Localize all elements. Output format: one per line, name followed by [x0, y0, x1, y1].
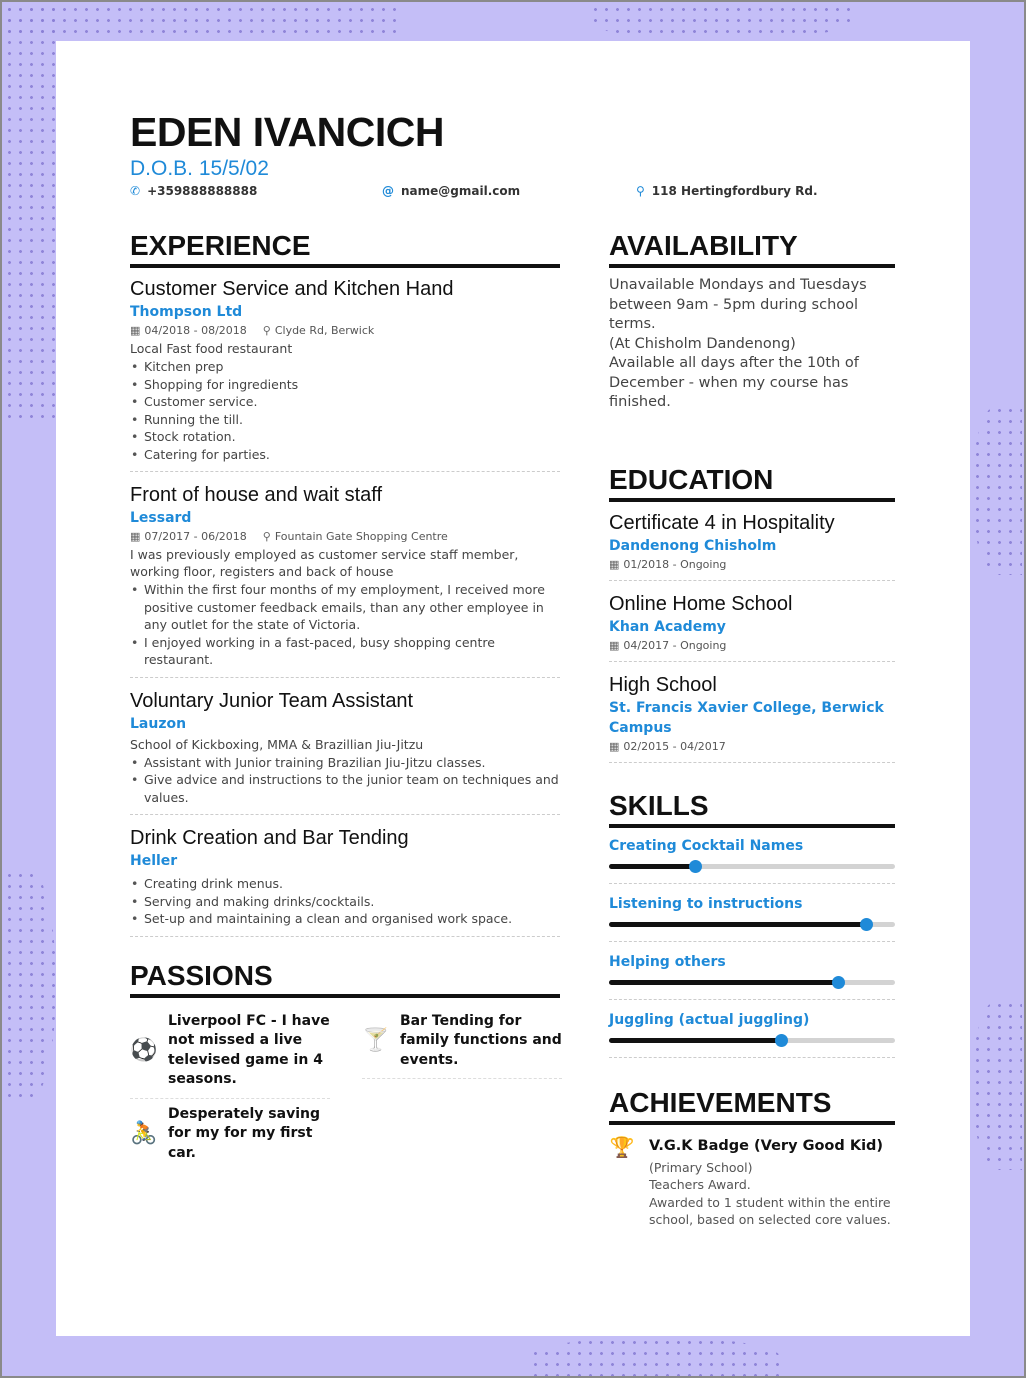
job-dates: 07/2017 - 06/2018	[144, 530, 247, 543]
skill-name: Helping others	[609, 953, 726, 970]
company-name: Lessard	[130, 510, 192, 526]
skill-level-knob	[775, 1034, 788, 1047]
experience-heading: EXPERIENCE	[130, 229, 560, 268]
skill-entry	[609, 952, 895, 1000]
passions-grid	[130, 1006, 560, 1172]
location-icon: ⚲	[262, 530, 271, 543]
job-bullets	[130, 358, 560, 463]
bullet-item: • Shopping for ingredients	[144, 376, 560, 394]
job-description: Local Fast food restaurant	[130, 341, 293, 356]
job-title: Front of house and wait staff	[130, 484, 383, 506]
contact-email	[382, 184, 520, 198]
date-of-birth: D.O.B. 15/5/02	[130, 157, 269, 180]
degree-title: Online Home School	[609, 592, 793, 615]
company-name: Lauzon	[130, 715, 187, 732]
bullet-item: • Running the till.	[144, 411, 560, 429]
job-title: Customer Service and Kitchen Hand	[130, 278, 454, 300]
calendar-icon: ▦	[609, 557, 620, 571]
bullet-item: • Catering for parties.	[144, 446, 560, 464]
job-meta	[130, 322, 560, 340]
skill-level-bar	[609, 980, 895, 985]
email-text: name@gmail.com	[401, 184, 521, 198]
availability-line: Available all days after the 10th of	[609, 355, 859, 371]
passion-text: Bar Tending for family functions and events.	[400, 1012, 562, 1068]
skill-name: Creating Cocktail Names	[609, 837, 804, 854]
education-entry	[609, 591, 895, 662]
bullet-item: • I enjoyed working in a fast-paced, busy shopping centre restaurant.	[144, 634, 560, 669]
achievement-title: V.G.K Badge (Very Good Kid)	[649, 1137, 884, 1154]
skills-heading: SKILLS	[609, 789, 895, 828]
background-dots-left	[4, 4, 56, 424]
education-meta	[609, 637, 895, 655]
skill-entry	[609, 836, 895, 884]
education-dates: 01/2018 - Ongoing	[623, 557, 727, 571]
bullet-item: • Set-up and maintaining a clean and organised work space.	[144, 910, 560, 928]
job-title: Voluntary Junior Team Assistant	[130, 689, 414, 712]
candidate-name: EDEN IVANCICH	[130, 109, 444, 155]
job-location: Clyde Rd, Berwick	[274, 324, 375, 337]
availability-line: December - when my course has finished.	[609, 374, 849, 410]
skill-level-knob	[832, 976, 845, 989]
background-dots-left-lower	[4, 870, 56, 1100]
bullet-item: • Assistant with Junior training Brazilian Jiu-Jitzu classes.	[144, 754, 560, 772]
job-description: School of Kickboxing, MMA & Brazillian Jiu-Jitzu	[130, 736, 424, 752]
job-entry	[130, 825, 560, 937]
cocktail-glass-icon: 🍸	[362, 1028, 390, 1054]
achievement-description	[649, 1159, 895, 1229]
availability-line: between 9am - 5pm during school terms.	[609, 296, 859, 332]
background-dots-top-left	[4, 4, 404, 40]
bicycle-icon: 🚴	[130, 1121, 158, 1147]
company-name: Thompson Ltd	[130, 304, 243, 320]
passion-text: Liverpool FC - I have not missed a live televised game in 4 seasons.	[168, 1012, 330, 1087]
availability-text	[609, 276, 895, 413]
availability-heading: AVAILABILITY	[609, 229, 895, 268]
calendar-icon: ▦	[609, 638, 620, 652]
achievement-line: (Primary School)	[649, 1159, 753, 1175]
contact-phone	[130, 184, 257, 198]
resume-page	[56, 41, 970, 1336]
job-title: Drink Creation and Bar Tending	[130, 827, 409, 849]
location-icon: ⚲	[636, 184, 645, 198]
contact-address	[636, 184, 818, 198]
achievement-line: Teachers Award.	[649, 1177, 751, 1192]
right-column	[609, 229, 895, 1229]
degree-title: High School	[609, 673, 717, 696]
company-name: Heller	[130, 853, 178, 869]
job-entry	[130, 688, 560, 816]
availability-line: (At Chisholm Dandenong)	[609, 335, 796, 352]
bullet-item: • Stock rotation.	[144, 428, 560, 446]
email-icon: @	[382, 184, 394, 198]
skill-level-knob	[689, 860, 702, 873]
phone-text: +359888888888	[147, 184, 258, 198]
skill-level-bar	[609, 864, 895, 869]
bullet-item: • Serving and making drinks/cocktails.	[144, 893, 560, 911]
bullet-item: • Customer service.	[144, 393, 560, 411]
job-entry	[130, 276, 560, 472]
job-description: I was previously employed as customer service staff member, working floor, registers and back of house	[130, 547, 519, 579]
background-dots-right-lower	[972, 1000, 1022, 1170]
bullet-item: • Within the first four months of my employment, I received more positive customer feedback emails, than any other employee in any outlet for the state of Victoria.	[144, 581, 560, 634]
skill-level-bar	[609, 1038, 895, 1043]
school-name: Dandenong Chisholm	[609, 537, 777, 554]
left-column	[130, 229, 560, 1171]
passions-heading: PASSIONS	[130, 959, 560, 998]
calendar-icon: ▦	[130, 530, 141, 543]
achievement-line: Awarded to 1 student within the entire school, based on selected core values.	[649, 1194, 891, 1227]
job-entry	[130, 482, 560, 678]
availability-line: Unavailable Mondays and Tuesdays	[609, 277, 867, 293]
achievement-entry	[609, 1135, 895, 1229]
phone-icon: ✆	[130, 184, 141, 198]
passion-item	[130, 1099, 330, 1172]
bullet-item: • Give advice and instructions to the junior team on techniques and values.	[144, 771, 560, 806]
background-dots-bottom	[530, 1337, 780, 1377]
achievements-heading: ACHIEVEMENTS	[609, 1086, 895, 1125]
skill-level-bar	[609, 922, 895, 927]
trophy-icon: 🏆	[609, 1134, 635, 1159]
job-meta	[130, 528, 560, 546]
passion-item	[130, 1006, 330, 1099]
skill-level-knob	[860, 918, 873, 931]
address-text: 118 Hertingfordbury Rd.	[651, 184, 818, 198]
bullet-item: • Creating drink menus.	[144, 875, 560, 893]
background-dots-top-right	[590, 4, 850, 40]
job-bullets	[130, 875, 560, 928]
bullet-item: • Kitchen prep	[144, 358, 560, 376]
background-dots-right	[972, 405, 1022, 575]
skill-entry	[609, 1010, 895, 1058]
passion-text: Desperately saving for my for my first car.	[168, 1105, 320, 1161]
education-heading: EDUCATION	[609, 463, 895, 502]
job-location: Fountain Gate Shopping Centre	[274, 530, 448, 543]
skill-entry	[609, 894, 895, 942]
degree-title: Certificate 4 in Hospitality	[609, 511, 835, 534]
school-name: Khan Academy	[609, 618, 726, 635]
passion-item	[362, 1006, 562, 1080]
education-dates: 02/2015 - 04/2017	[623, 739, 726, 753]
education-meta	[609, 556, 895, 574]
job-bullets	[130, 581, 560, 669]
education-entry	[609, 510, 895, 581]
soccer-ball-icon: ⚽	[130, 1038, 158, 1063]
location-icon: ⚲	[262, 324, 271, 337]
calendar-icon: ▦	[130, 324, 141, 337]
calendar-icon: ▦	[609, 739, 620, 753]
job-dates: 04/2018 - 08/2018	[144, 324, 247, 337]
education-dates: 04/2017 - Ongoing	[623, 638, 727, 652]
school-name: St. Francis Xavier College, Berwick Campus	[609, 699, 884, 736]
skill-name: Juggling (actual juggling)	[609, 1011, 810, 1028]
skill-name: Listening to instructions	[609, 895, 803, 912]
education-entry	[609, 672, 895, 763]
job-bullets	[130, 754, 560, 807]
education-meta	[609, 738, 895, 756]
